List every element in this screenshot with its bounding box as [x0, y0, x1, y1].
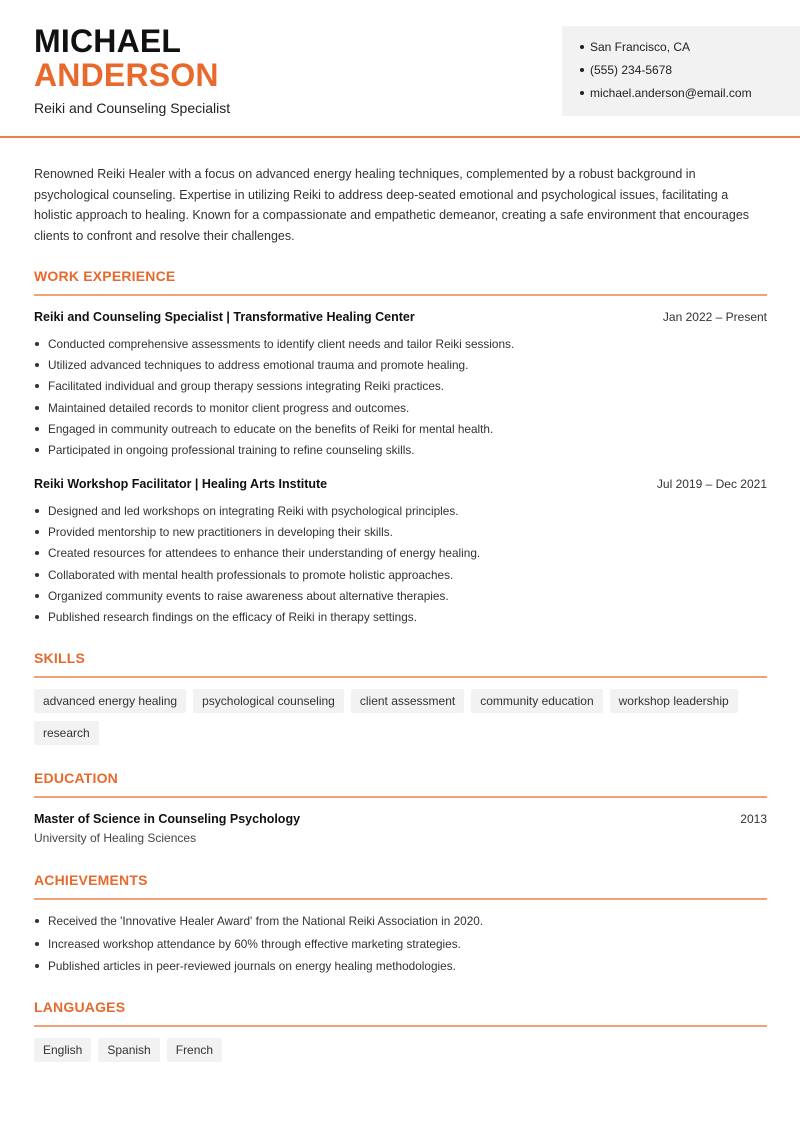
contact-email: michael.anderson@email.com [580, 86, 800, 109]
education-header [34, 812, 767, 826]
bullet-icon [35, 384, 39, 388]
skill-tag: research [34, 721, 99, 745]
list-item: Organized community events to raise awareness about alternative therapies. [34, 589, 767, 610]
job-header [34, 310, 767, 324]
list-item: Created resources for attendees to enhance their understanding of energy healing. [34, 546, 767, 567]
bullet-icon [35, 964, 39, 968]
language-tag: English [34, 1038, 91, 1062]
job-role: Reiki Workshop Facilitator | Healing Arts Institute [34, 477, 328, 491]
graduation-year: 2013 [740, 812, 767, 826]
bullet-icon [35, 530, 39, 534]
skill-tag: client assessment [351, 689, 464, 713]
bullet-icon [35, 406, 39, 410]
section-divider [34, 796, 767, 798]
job-dates: Jul 2019 – Dec 2021 [656, 477, 767, 491]
section-title-education: EDUCATION [34, 770, 118, 786]
job-title: Reiki and Counseling Specialist [34, 100, 231, 116]
achievement-bullets [34, 914, 767, 982]
language-tag: Spanish [98, 1038, 159, 1062]
list-item: Utilized advanced techniques to address emotional trauma and promote healing. [34, 358, 767, 379]
bullet-icon [580, 68, 584, 72]
list-item: Designed and led workshops on integrating Reiki with psychological principles. [34, 504, 767, 525]
list-item: Collaborated with mental health professionals to promote holistic approaches. [34, 568, 767, 589]
section-title-work: WORK EXPERIENCE [34, 268, 176, 284]
bullet-icon [35, 342, 39, 346]
first-name: MICHAEL [34, 23, 182, 59]
skills-list [34, 689, 774, 745]
bullet-icon [35, 615, 39, 619]
job-bullets [34, 504, 767, 631]
bullet-icon [35, 942, 39, 946]
job-header [34, 477, 767, 491]
school-name: University of Healing Sciences [34, 831, 197, 845]
resume-header [0, 0, 800, 138]
bullet-icon [35, 509, 39, 513]
section-title-skills: SKILLS [34, 650, 85, 666]
job-role: Reiki and Counseling Specialist | Transformative Healing Center [34, 310, 415, 324]
list-item: Provided mentorship to new practitioners in developing their skills. [34, 525, 767, 546]
list-item: Participated in ongoing professional training to refine counseling skills. [34, 443, 767, 464]
section-title-languages: LANGUAGES [34, 999, 126, 1015]
language-tag: French [167, 1038, 222, 1062]
job-dates: Jan 2022 – Present [662, 310, 767, 324]
bullet-icon [580, 91, 584, 95]
skill-tag: community education [471, 689, 602, 713]
degree: Master of Science in Counseling Psychology [34, 812, 301, 826]
job-bullets [34, 337, 767, 464]
contact-box [562, 26, 800, 116]
last-name: ANDERSON [34, 57, 219, 93]
bullet-icon [35, 919, 39, 923]
bullet-icon [580, 45, 584, 49]
list-item: Facilitated individual and group therapy sessions integrating Reiki practices. [34, 379, 767, 400]
bullet-icon [35, 551, 39, 555]
bullet-icon [35, 448, 39, 452]
skill-tag: advanced energy healing [34, 689, 186, 713]
list-item: Published research findings on the efficacy of Reiki in therapy settings. [34, 610, 767, 631]
section-divider [34, 294, 767, 296]
skill-tag: psychological counseling [193, 689, 344, 713]
list-item: Published articles in peer-reviewed journals on energy healing methodologies. [34, 959, 767, 982]
bullet-icon [35, 573, 39, 577]
contact-location: San Francisco, CA [580, 40, 800, 63]
list-item: Increased workshop attendance by 60% through effective marketing strategies. [34, 937, 767, 960]
section-divider [34, 1025, 767, 1027]
bullet-icon [35, 427, 39, 431]
skill-tag: workshop leadership [610, 689, 738, 713]
section-divider [34, 676, 767, 678]
contact-phone: (555) 234-5678 [580, 63, 800, 86]
bullet-icon [35, 594, 39, 598]
section-divider [34, 898, 767, 900]
list-item: Conducted comprehensive assessments to identify client needs and tailor Reiki sessions. [34, 337, 767, 358]
summary: Renowned Reiki Healer with a focus on advanced energy healing techniques, complemented by a robust background in psychological counseling. Expertise in utilizing Reiki to address deep-seated emotional and psychological issues, facilitating a holistic approach to healing. Known for a compassionate and empathetic demeanor, creating a safe environment that encourages clients to confront and resolve their challenges. [34, 167, 750, 243]
list-item: Engaged in community outreach to educate on the benefits of Reiki for mental health. [34, 422, 767, 443]
bullet-icon [35, 363, 39, 367]
languages-list [34, 1038, 774, 1062]
list-item: Received the 'Innovative Healer Award' from the National Reiki Association in 2020. [34, 914, 767, 937]
section-title-achievements: ACHIEVEMENTS [34, 872, 148, 888]
list-item: Maintained detailed records to monitor client progress and outcomes. [34, 401, 767, 422]
